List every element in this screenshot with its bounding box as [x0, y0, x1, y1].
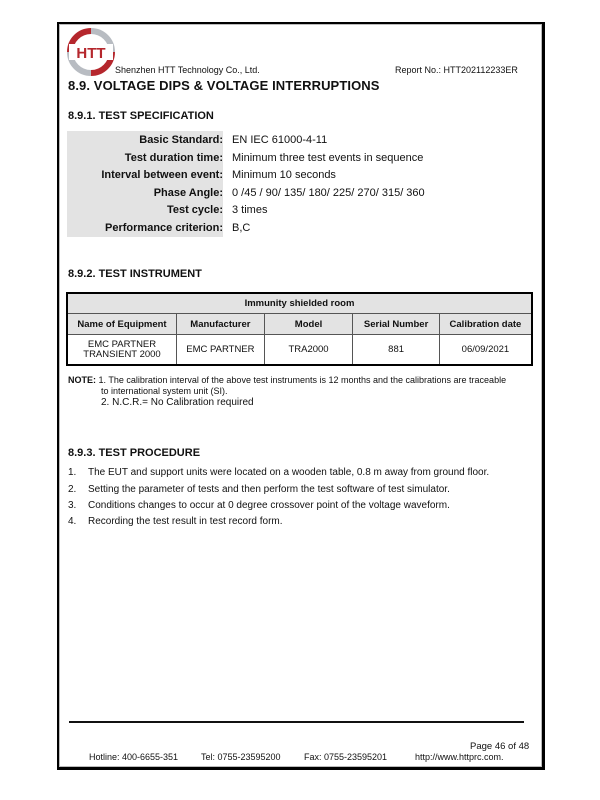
manufacturer-cell: EMC PARTNER — [177, 335, 265, 366]
spec-value: EN IEC 61000-4-11 — [232, 134, 328, 146]
note-label: NOTE: — [68, 375, 96, 385]
footer-tel: Tel: 0755-23595200 — [201, 752, 281, 762]
spec-value: Minimum 10 seconds — [232, 169, 336, 181]
equipment-name-line: EMC PARTNER — [87, 338, 157, 350]
procedure-item: 3. Conditions changes to occur at 0 degree crossover point of the voltage waveform. — [68, 500, 450, 511]
page-title: 8.9. VOLTAGE DIPS & VOLTAGE INTERRUPTIONS — [68, 78, 380, 93]
table-header-row — [67, 314, 532, 335]
page-number: Page 46 of 48 — [470, 741, 530, 752]
note-block — [68, 375, 538, 408]
company-name: Shenzhen HTT Technology Co., Ltd. — [115, 65, 260, 75]
logo-text: HTT — [76, 45, 106, 62]
footer-fax: Fax: 0755-23595201 — [304, 752, 388, 762]
note-line: to international system unit (SI). — [101, 386, 228, 396]
note-line: 2. N.C.R.= No Calibration required — [101, 397, 254, 408]
column-header: Model — [264, 314, 353, 335]
footer-divider — [69, 721, 524, 723]
equipment-name-line: TRANSIENT 2000 — [83, 348, 161, 360]
spec-label: Performance criterion: — [105, 221, 223, 234]
spec-value: 3 times — [232, 204, 268, 216]
column-header: Calibration date — [439, 314, 532, 335]
procedure-item: 2. Setting the parameter of tests and then perform the test software of test simulator. — [68, 484, 450, 495]
model-cell: TRA2000 — [264, 335, 353, 366]
table-row — [67, 335, 532, 366]
column-header: Serial Number — [353, 314, 440, 335]
column-header: Name of Equipment — [67, 314, 177, 335]
procedure-heading: 8.9.3. TEST PROCEDURE — [68, 447, 201, 459]
procedure-item: 4. Recording the test result in test record form. — [68, 516, 283, 527]
column-header: Manufacturer — [177, 314, 265, 335]
spec-value: Minimum three test events in sequence — [232, 151, 424, 164]
table-title: Immunity shielded room — [67, 293, 532, 314]
instrument-heading: 8.9.2. TEST INSTRUMENT — [68, 268, 202, 280]
spec-label: Interval between event: — [101, 169, 223, 181]
spec-heading: 8.9.1. TEST SPECIFICATION — [68, 110, 214, 122]
instrument-table — [66, 292, 533, 366]
footer-website[interactable]: http://www.httprc.com. — [415, 752, 504, 762]
spec-value: 0 /45 / 90/ 135/ 180/ 225/ 270/ 315/ 360 — [232, 186, 425, 199]
serial-cell: 881 — [353, 335, 440, 366]
note-line: 1. The calibration interval of the above test instruments is 12 months and the calibrations are traceable — [98, 375, 507, 385]
footer-hotline: Hotline: 400-6655-351 — [89, 752, 179, 762]
spec-label: Phase Angle: — [153, 186, 223, 199]
calibration-cell: 06/09/2021 — [439, 335, 532, 366]
spec-label: Basic Standard: — [139, 134, 223, 146]
procedure-item: 1. The EUT and support units were located on a wooden table, 0.8 m away from ground floor. — [68, 467, 490, 478]
htt-logo-icon — [66, 27, 116, 77]
spec-value: B,C — [232, 221, 251, 234]
spec-label: Test duration time: — [124, 151, 223, 164]
equipment-name-cell — [67, 335, 177, 366]
report-number: Report No.: HTT202112233ER — [395, 65, 518, 75]
spec-label: Test cycle: — [166, 204, 223, 216]
